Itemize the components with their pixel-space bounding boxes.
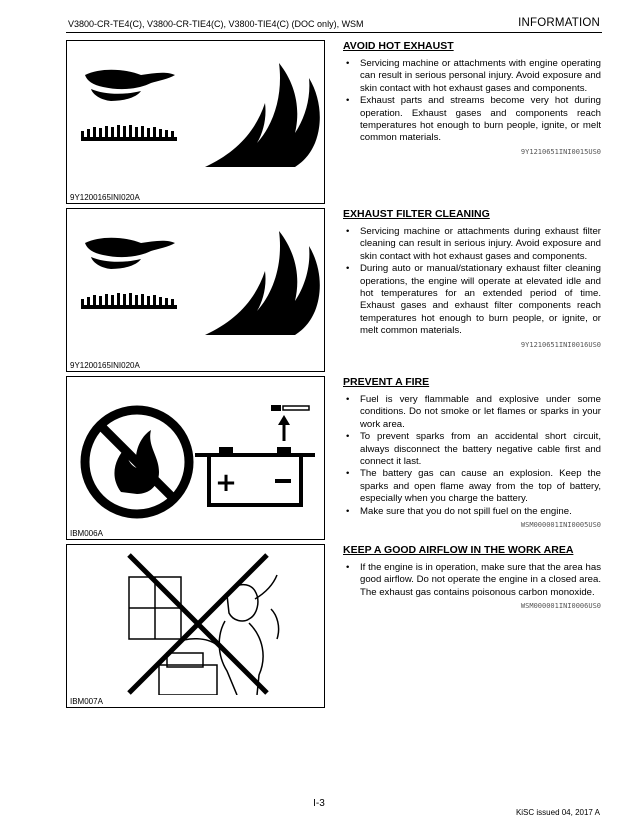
section-code: WSM000001INI0005US0 — [520, 521, 601, 530]
list-item: • Exhaust parts and streams become very hot during operation. Exhaust gases and components reach temperatures hot enough to burn people, ignite, or melt common materials. — [343, 95, 601, 145]
section-keep-good-airflow — [343, 544, 601, 610]
list-item: • To prevent sparks from an accidental short circuit, always disconnect the battery negative cable first and connect it last. — [343, 431, 601, 468]
no-fire-battery-icon — [67, 377, 324, 527]
figure-hot-exhaust — [66, 40, 325, 204]
list-item: • Fuel is very flammable and explosive under some conditions. Do not smoke or let flames or sparks in your work area. — [343, 394, 601, 431]
hot-exhaust-hand-flame-icon — [67, 41, 324, 191]
svg-text:+: + — [215, 468, 237, 498]
figure-code: IBM006A — [70, 529, 103, 538]
figure-code: 9Y1200165INI020A — [70, 361, 140, 370]
section-title: AVOID HOT EXHAUST — [343, 40, 454, 52]
header-divider — [66, 32, 602, 33]
list-item: • The battery gas can cause an explosion. Keep the sparks and open flame away from the top of battery, especially when you charge the battery. — [343, 468, 601, 505]
figure-code: 9Y1200165INI020A — [70, 193, 140, 202]
section-exhaust-filter-cleaning — [343, 208, 601, 349]
list-item: • Make sure that you do not spill fuel on the engine. — [343, 506, 601, 518]
list-item: • If the engine is in operation, make sure that the area has good airflow. Do not operate the engine in a closed area. The exhaust gas contains poisonous carbon monoxide. — [343, 562, 601, 599]
section-code: 9Y1210651INI0016US0 — [520, 340, 601, 349]
figure-airflow — [66, 544, 325, 708]
document-model-line: V3800-CR-TE4(C), V3800-CR-TIE4(C), V3800-TIE4(C) (DOC only), WSM — [68, 19, 364, 29]
section-title: KEEP A GOOD AIRFLOW IN THE WORK AREA — [343, 544, 574, 556]
figure-code: IBM007A — [70, 697, 103, 706]
issue-note: KiSC issued 04, 2017 A — [515, 808, 600, 817]
figure-exhaust-filter — [66, 208, 325, 372]
hot-exhaust-hand-flame-icon — [67, 209, 324, 359]
no-enclosed-running-engine-icon — [67, 545, 324, 695]
figure-prevent-fire — [66, 376, 325, 540]
list-item: • Servicing machine or attachments with engine operating can result in serious personal injury. Avoid exposure and skin contact with hot exhaust gases and components. — [343, 58, 601, 95]
section-prevent-a-fire — [343, 376, 601, 529]
section-title: EXHAUST FILTER CLEANING — [343, 208, 490, 220]
section-heading: INFORMATION — [518, 17, 600, 29]
section-code: WSM000001INI0006US0 — [520, 602, 601, 611]
list-item: • During auto or manual/stationary exhaust filter cleaning operations, the engine will operate at elevated idle and hot temperatures for an extended period of time. Exhaust gases and exhaust filter components reach temperatures hot enough to burn people, or ignite, or melt common materials. — [343, 263, 601, 337]
section-title: PREVENT A FIRE — [343, 376, 430, 388]
section-avoid-hot-exhaust — [343, 40, 601, 156]
list-item: • Servicing machine or attachments during exhaust filter cleaning can result in serious injury. Avoid exposure and skin contact with hot exhaust gases and components. — [343, 226, 601, 263]
page-number: I-3 — [313, 798, 325, 809]
section-code: 9Y1210651INI0015US0 — [520, 147, 601, 156]
